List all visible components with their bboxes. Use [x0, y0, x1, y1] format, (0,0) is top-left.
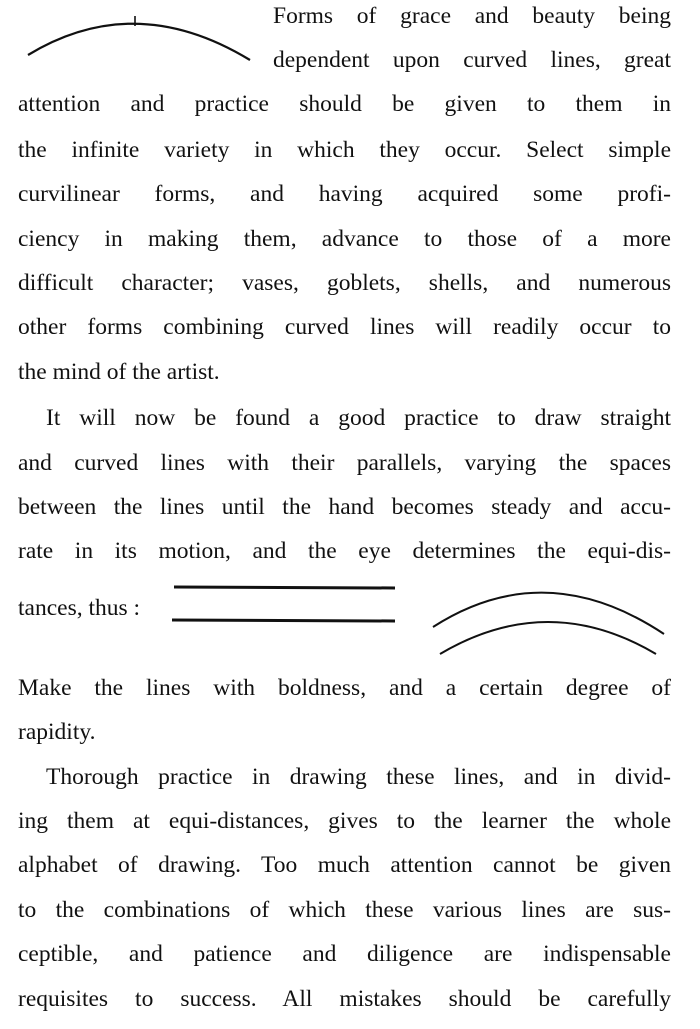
text-line: Thorough practice in drawing these lines, and in divid-: [46, 764, 671, 790]
text-line: difficult character; vases, goblets, shells, and numerous: [18, 270, 671, 296]
text-line: dependent upon curved lines, great: [273, 47, 671, 73]
text-line: tances, thus :: [18, 595, 141, 621]
text-line: ceptible, and patience and diligence are indispensable: [18, 941, 671, 967]
text-line: curvilinear forms, and having acquired some profi-: [18, 181, 671, 207]
text-line: attention and practice should be given to them in: [18, 91, 671, 117]
text-line: between the lines until the hand becomes steady and accu-: [18, 494, 671, 520]
text-line: requisites to success. All mistakes should be carefully: [18, 986, 671, 1012]
text-line: rate in its motion, and the eye determines the equi-dis-: [18, 538, 671, 564]
text-line: to the combinations of which these various lines are sus-: [18, 897, 671, 923]
text-line: the infinite variety in which they occur. Select simple: [18, 137, 671, 163]
text-line: other forms combining curved lines will readily occur to: [18, 314, 671, 340]
text-line: rapidity.: [18, 719, 96, 745]
text-line: alphabet of drawing. Too much attention cannot be given: [18, 852, 671, 878]
text-line: It will now be found a good practice to draw straight: [46, 405, 671, 431]
text-line: Forms of grace and beauty being: [273, 3, 671, 29]
text-line: the mind of the artist.: [18, 359, 220, 385]
text-line: ciency in making them, advance to those of a more: [18, 226, 671, 252]
text-line: ing them at equi-distances, gives to the learner the whole: [18, 808, 671, 834]
text-line: Make the lines with boldness, and a certain degree of: [18, 675, 671, 701]
top-arc-figure: [28, 16, 250, 60]
text-line: and curved lines with their parallels, varying the spaces: [18, 450, 671, 476]
